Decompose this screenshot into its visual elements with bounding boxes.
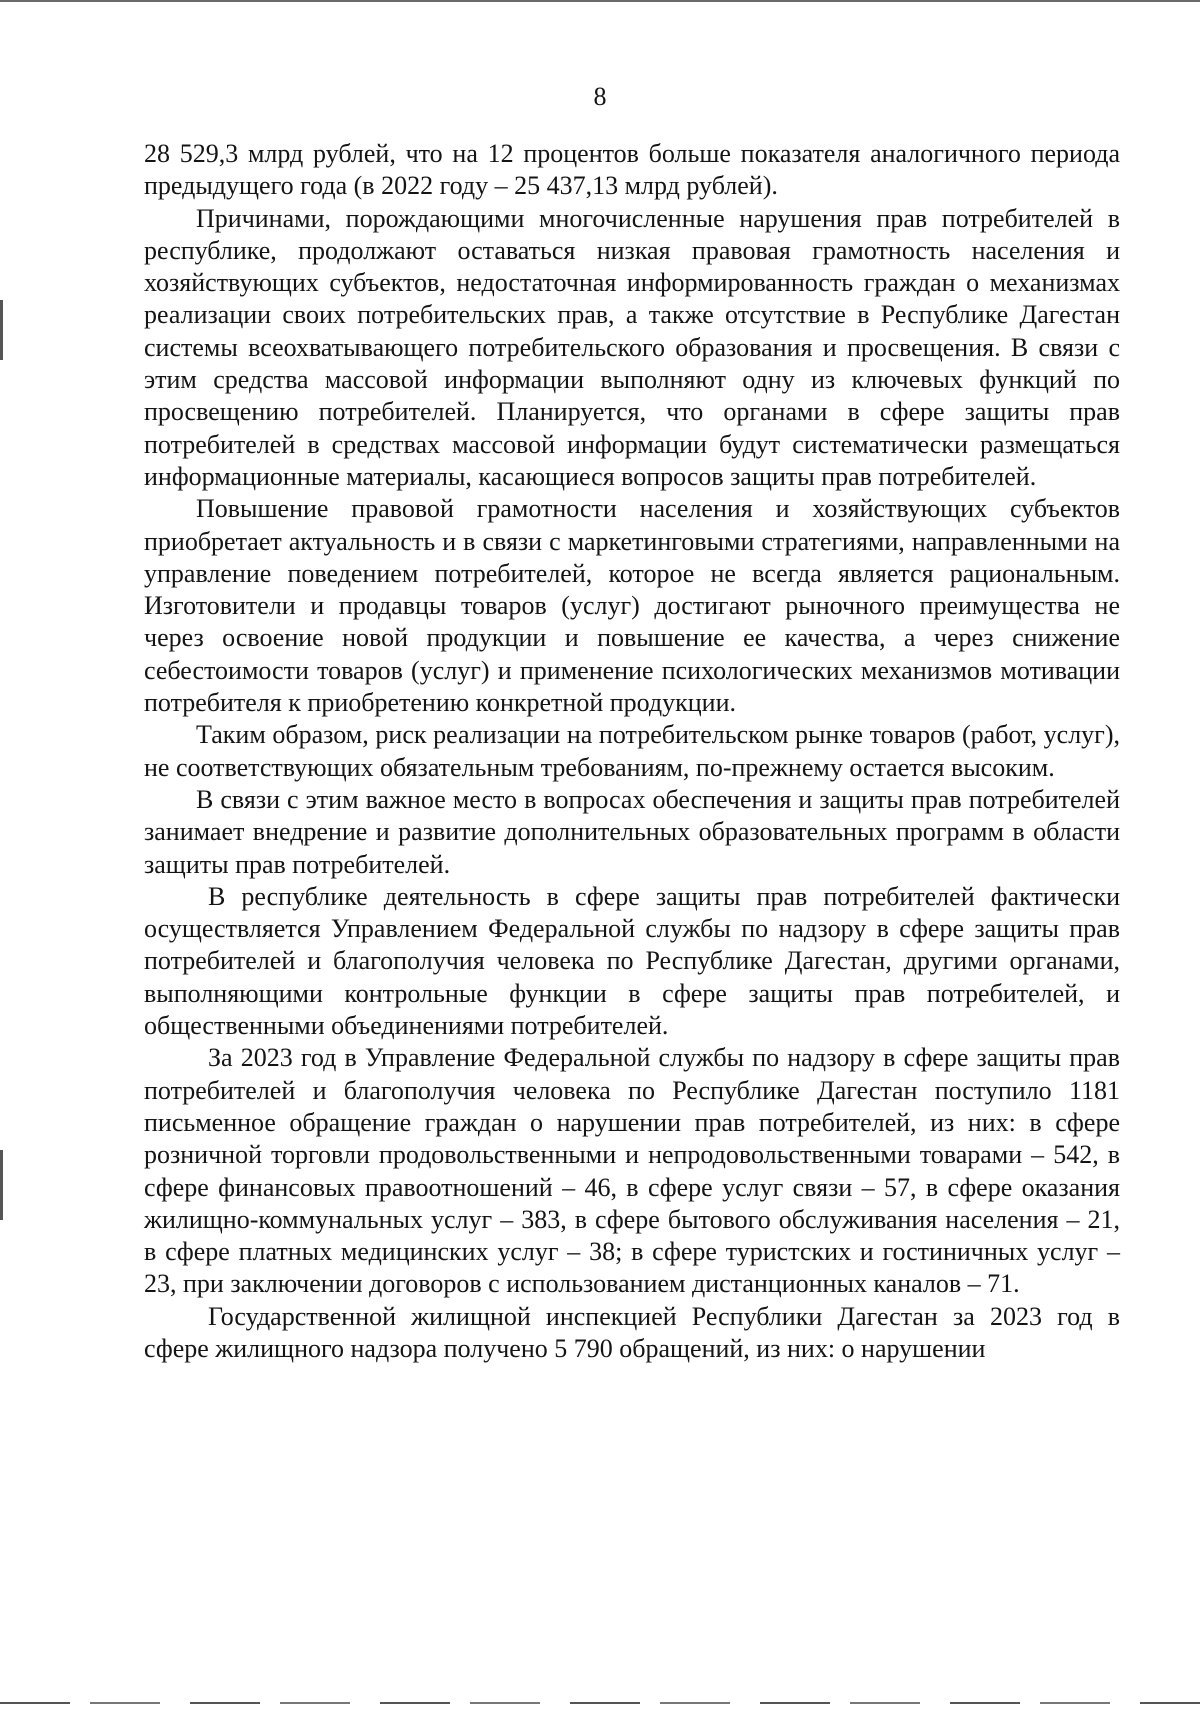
page-number: 8 [593,82,607,111]
scan-edge-mark [0,1150,3,1220]
scan-edge-top [0,0,1200,2]
paragraph: 28 529,3 млрд рублей, что на 12 процентов больше показателя аналогичного периода предыдущего года (в 2022 году – 25 437,13 млрд рублей). [144,139,1120,201]
paragraph: Государственной жилищной инспекцией Республики Дагестан за 2023 год в сфере жилищного надзора получено 5 790 обращений, из них: о нарушении [144,1301,1120,1363]
scan-edge-bottom [0,1702,1200,1704]
body-text [144,138,1120,1365]
paragraph: В республике деятельность в сфере защиты прав потребителей фактически осуществляется Управлением Федеральной службы по надзору в сфере защиты прав потребителей и благополучия человека по Республике Дагестан, другими органами, выполняющими контрольные функции в сфере защиты прав потребителей, и общественными объединениями потребителей. [144,881,1120,1041]
paragraph: Таким образом, риск реализации на потребительском рынке товаров (работ, услуг), не соответствующих обязательным требованиям, по-прежнему остается высоким. [144,720,1120,782]
paragraph: За 2023 год в Управление Федеральной службы по надзору в сфере защиты прав потребителей и благополучия человека по Республике Дагестан поступило 1181 письменное обращение граждан о нарушении прав потребителей, из них: в сфере розничной торговли продовольственными и непродовольственными товарами – 542, в сфере финансовых правоотношений – 46, в сфере услуг связи – 57, в сфере оказания жилищно-коммунальных услуг – 383, в сфере бытового обслуживания населения – 21, в сфере платных медицинских услуг – 38; в сфере туристских и гостиничных услуг – 23, при заключении договоров с использованием дистанционных каналов – 71. [144,1043,1120,1299]
scan-edge-mark [0,300,3,360]
paragraph: Причинами, порождающими многочисленные нарушения прав потребителей в республике, продолжают оставаться низкая правовая грамотность населения и хозяйствующих субъектов, недостаточная информированность граждан о механизмах реализации своих потребительских прав, а также отсутствие в Республике Дагестан системы всеохватывающего потребительского образования и просвещения. В связи с этим средства массовой информации выполняют одну из ключевых функций по просвещению потребителей. Планируется, что органами в сфере защиты прав потребителей в средствах массовой информации будут систематически размещаться информационные материалы, касающиеся вопросов защиты прав потребителей. [144,203,1120,491]
paragraph: В связи с этим важное место в вопросах обеспечения и защиты прав потребителей занимает внедрение и развитие дополнительных образовательных программ в области защиты прав потребителей. [144,784,1120,879]
paragraph: Повышение правовой грамотности населения и хозяйствующих субъектов приобретает актуальность и в связи с маркетинговыми стратегиями, направленными на управление поведением потребителей, которое не всегда является рациональным. Изготовители и продавцы товаров (услуг) достигают рыночного преимущества не через освоение новой продукции и повышение ее качества, а через снижение себестоимости товаров (услуг) и применение психологических механизмов мотивации потребителя к приобретению конкретной продукции. [144,494,1120,718]
